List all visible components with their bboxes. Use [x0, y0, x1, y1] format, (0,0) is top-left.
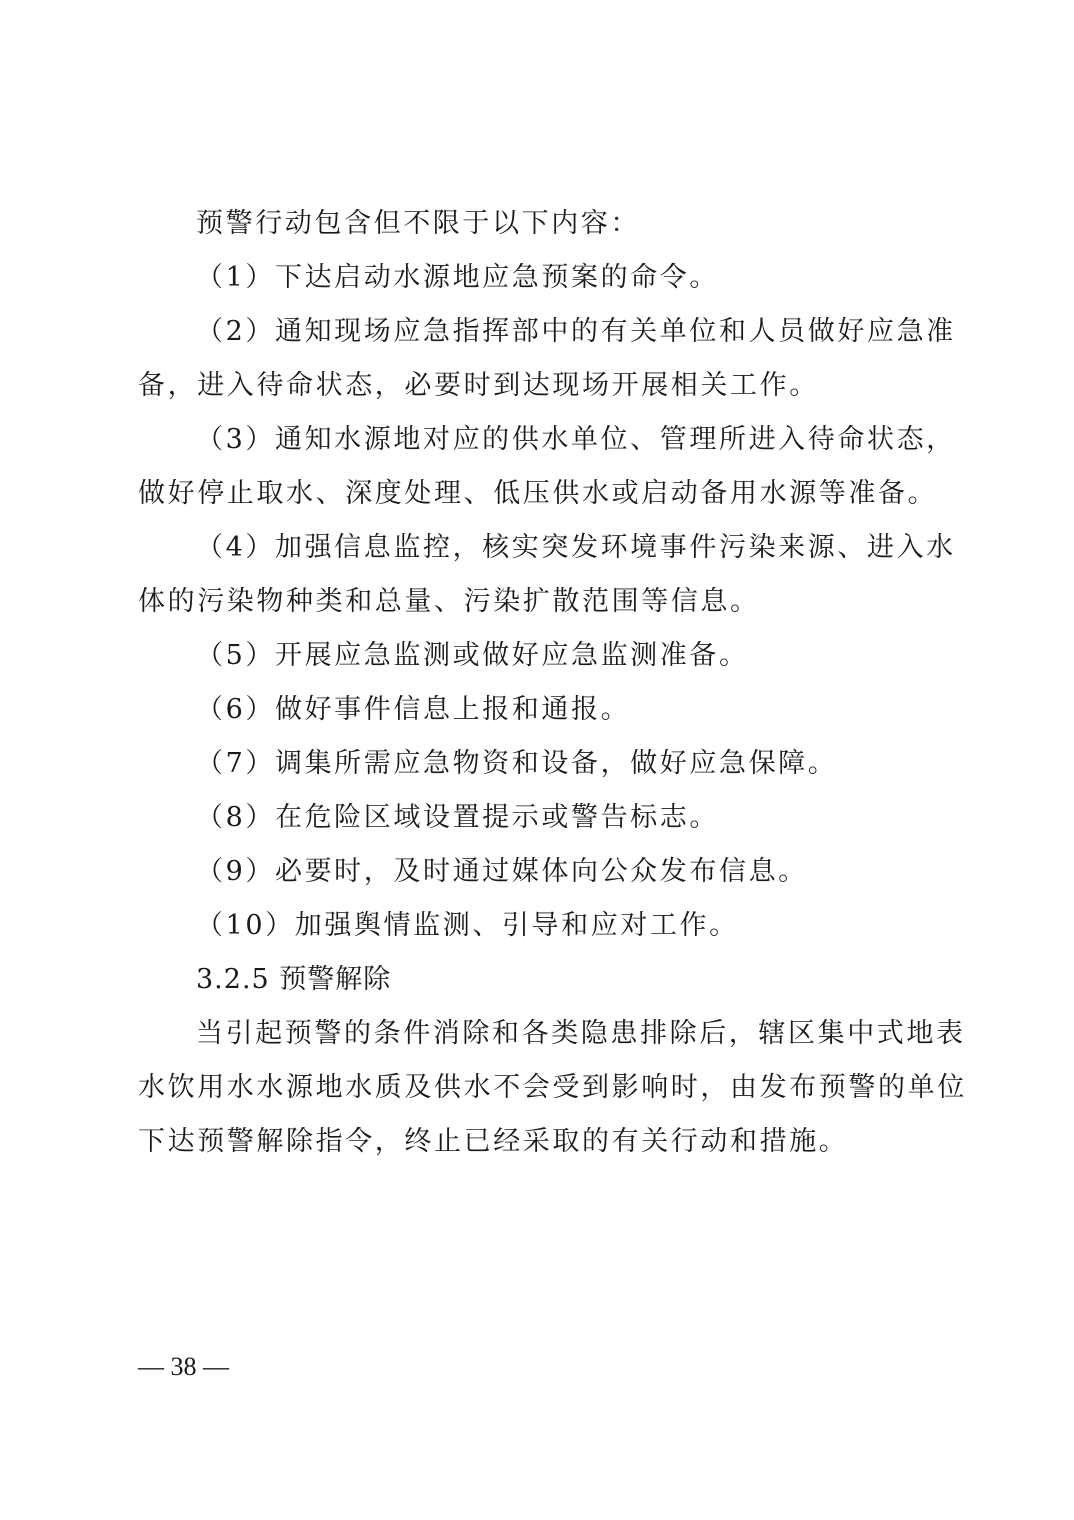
list-item-6: （6）做好事件信息上报和通报。: [196, 694, 631, 725]
list-item-4-line-1: （4）加强信息监控，核实突发环境事件污染来源、进入水: [196, 532, 956, 563]
closing-paragraph-line-1: 当引起预警的条件消除和各类隐患排除后，辖区集中式地表: [196, 1018, 966, 1049]
closing-paragraph-line-3: 下达预警解除指令，终止已经采取的有关行动和措施。: [138, 1126, 849, 1157]
list-item-10: （10）加强舆情监测、引导和应对工作。: [196, 910, 739, 941]
list-item-3-line-1: （3）通知水源地对应的供水单位、管理所进入待命状态，: [196, 424, 956, 455]
list-item-1: （1）下达启动水源地应急预案的命令。: [196, 262, 719, 293]
page-number: — 38 —: [138, 1352, 229, 1381]
list-item-7: （7）调集所需应急物资和设备，做好应急保障。: [196, 748, 838, 779]
closing-paragraph-line-2: 水饮用水水源地水质及供水不会受到影响时，由发布预警的单位: [138, 1072, 967, 1103]
intro-paragraph: 预警行动包含但不限于以下内容：: [196, 208, 640, 239]
list-item-4-line-2: 体的污染物种类和总量、污染扩散范围等信息。: [138, 586, 760, 617]
list-item-2-line-1: （2）通知现场应急指挥部中的有关单位和人员做好应急准: [196, 316, 956, 347]
section-heading: 3.2.5 预警解除: [196, 964, 392, 995]
list-item-3-line-2: 做好停止取水、深度处理、低压供水或启动备用水源等准备。: [138, 478, 938, 509]
list-item-5: （5）开展应急监测或做好应急监测准备。: [196, 640, 749, 671]
list-item-2-line-2: 备，进入待命状态，必要时到达现场开展相关工作。: [138, 370, 819, 401]
list-item-9: （9）必要时，及时通过媒体向公众发布信息。: [196, 856, 808, 887]
list-item-8: （8）在危险区域设置提示或警告标志。: [196, 802, 719, 833]
